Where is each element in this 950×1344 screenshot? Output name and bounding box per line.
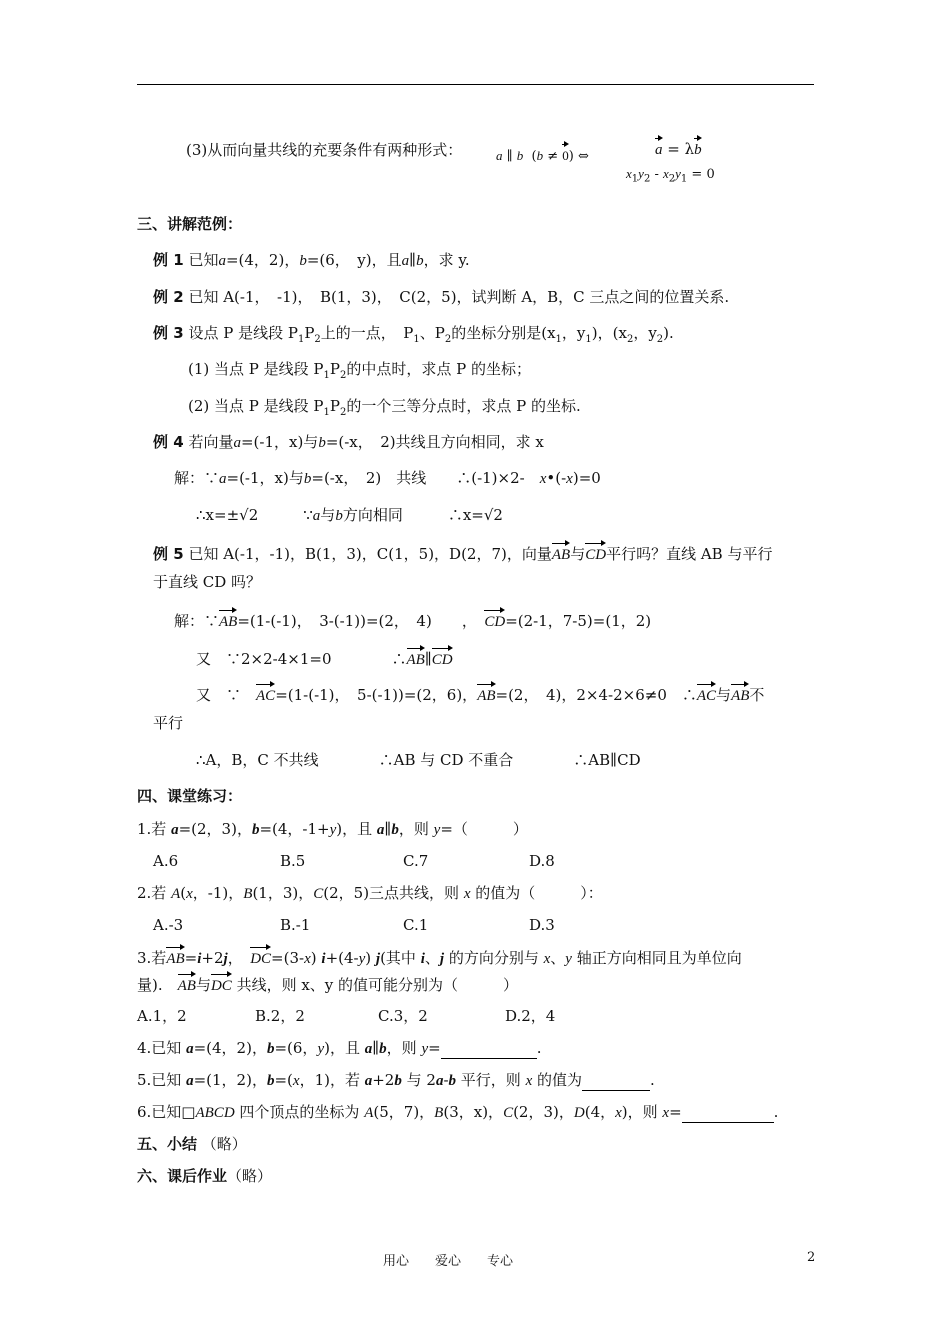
example-2-label: 例 2 [153,288,184,306]
example-4-solution-2: ∴x=±√2 ∵a与b方向相同 ∴x=√2 [196,506,503,524]
section-5-note: （略） [201,1135,247,1153]
exercise-1: 1.若 a=(2，3)，b=(4，-1+y)，且 a∥b，则 y=（ ） [137,820,528,838]
condition-intro [186,140,462,160]
example-4: 例 4 若向量a=(-1，x)与b=(-x， 2)共线且方向相同，求 x [153,433,544,451]
section-3-title: 三、讲解范例： [137,215,243,233]
option-a: A.-3 [153,916,184,934]
example-5-solution-2: 又 ∵2×2-4×1=0 ∴AB∥CD [196,646,453,670]
section-6-title: 六、课后作业 [137,1167,228,1185]
section-5-title: 五、小结 [137,1135,198,1153]
section-6 [137,1166,272,1186]
exercise-6: 6.已知□ABCD 四个顶点的坐标为 A(5，7)，B(3，x)，C(2，3)，D(4，x)，则 x= . [137,1103,779,1121]
collinear-condition-1: a ∥ b (b ≠ 0) ⇔ [496,142,589,167]
example-5-line-not-parallel: 平行 [153,714,184,732]
option-d: D.3 [529,916,555,934]
example-5-solution-1: 解：∵AB=(1-(-1)， 3-(-1))=(2， 4) ， CD=(2-1，7-5)=(1，2) [174,608,651,632]
header-rule [137,84,814,85]
example-1-label: 例 1 [153,251,184,269]
example-3-q1: (1) 当点 P 是线段 $P_1P_2$的中点时，求点 P 的坐标； [188,360,531,381]
example-4-solution-1: 解：∵a=(-1，x)与b=(-x， 2) 共线 ∴(-1)×2- x•(-x)=0 [174,469,601,487]
section-4-title: 四、课堂练习： [137,787,243,805]
page-number: 2 [807,1250,816,1265]
answer-blank[interactable] [582,1074,650,1091]
option-c: C.1 [403,916,429,934]
exercise-5: 5.已知 a=(1，2)，b=(x，1)，若 a+2b 与 2a-b 平行，则 x 的值为 . [137,1071,655,1089]
example-5-line2: 于直线 CD 吗？ [153,573,262,591]
option-b: B.2，2 [255,1007,305,1025]
example-3-q2: (2) 当点 P 是线段 $P_1P_2$的一个三等分点时，求点 P 的坐标. [188,397,581,418]
exercise-3-line2: 量). AB与DC 共线，则 x、y 的值可能分别为（ ） [137,972,518,996]
option-b: B.5 [280,852,306,870]
example-4-label: 例 4 [153,433,184,451]
example-5-solution-3: 又 ∵ AC=(1-(-1)， 5-(-1))=(2，6)，AB=(2， 4)，2×4-2×6≠0 ∴AC与AB不 [196,682,764,706]
footer-motto: 用心 爱心 专心 [383,1254,514,1269]
condition-intro-text: (3)从而向量共线的充要条件有两种形式： [186,141,463,159]
example-5-label: 例 5 [153,545,184,563]
exercise-3: 3.若AB=i+2j， DC=(3-x) i+(4-y) j(其中 i、j 的方向分别与 x、y 轴正方向相同且为单位向 [137,945,742,969]
example-2: 例 2 已知 A(-1， -1)， B(1，3)， C(2，5)，试判断 A，B，C 三点之间的位置关系. [153,288,730,306]
option-a: A.1，2 [137,1007,187,1025]
collinear-condition-2: a = λb [655,136,702,160]
option-a: A.6 [153,852,179,870]
answer-blank[interactable] [682,1106,774,1123]
option-d: D.8 [529,852,555,870]
section-5 [137,1134,247,1154]
section-6-note: （略） [227,1167,273,1185]
option-b: B.-1 [280,916,311,934]
example-5-conclusion: ∴A，B，C 不共线 ∴AB 与 CD 不重合 ∴AB∥CD [196,751,641,769]
exercise-4: 4.已知 a=(4，2)，b=(6，y)，且 a∥b，则 y= . [137,1039,542,1057]
exercise-2: 2.若 A(x，-1)，B(1，3)，C(2，5)三点共线，则 x 的值为（ ）： [137,884,603,902]
option-d: D.2，4 [505,1007,556,1025]
example-3-label: 例 3 [153,324,184,342]
answer-blank[interactable] [441,1042,537,1059]
example-1: 例 1 已知a=(4，2)，b=(6， y)，且a∥b，求 y. [153,251,470,269]
collinear-condition-3: $x_1y_2 - x_2y_1 = 0$ [626,166,715,185]
example-3: 例 3 设点 P 是线段 $P_1P_2$上的一点， $P_1$、$P_2$的坐标分别是($x_1$，$y_1$)，($x_2$，$y_2$). [153,324,674,345]
option-c: C.7 [403,852,429,870]
example-5: 例 5 已知 A(-1，-1)，B(1，3)，C(1，5)，D(2，7)，向量AB与CD平行吗？直线 AB 与平行 [153,541,772,565]
option-c: C.3，2 [378,1007,428,1025]
